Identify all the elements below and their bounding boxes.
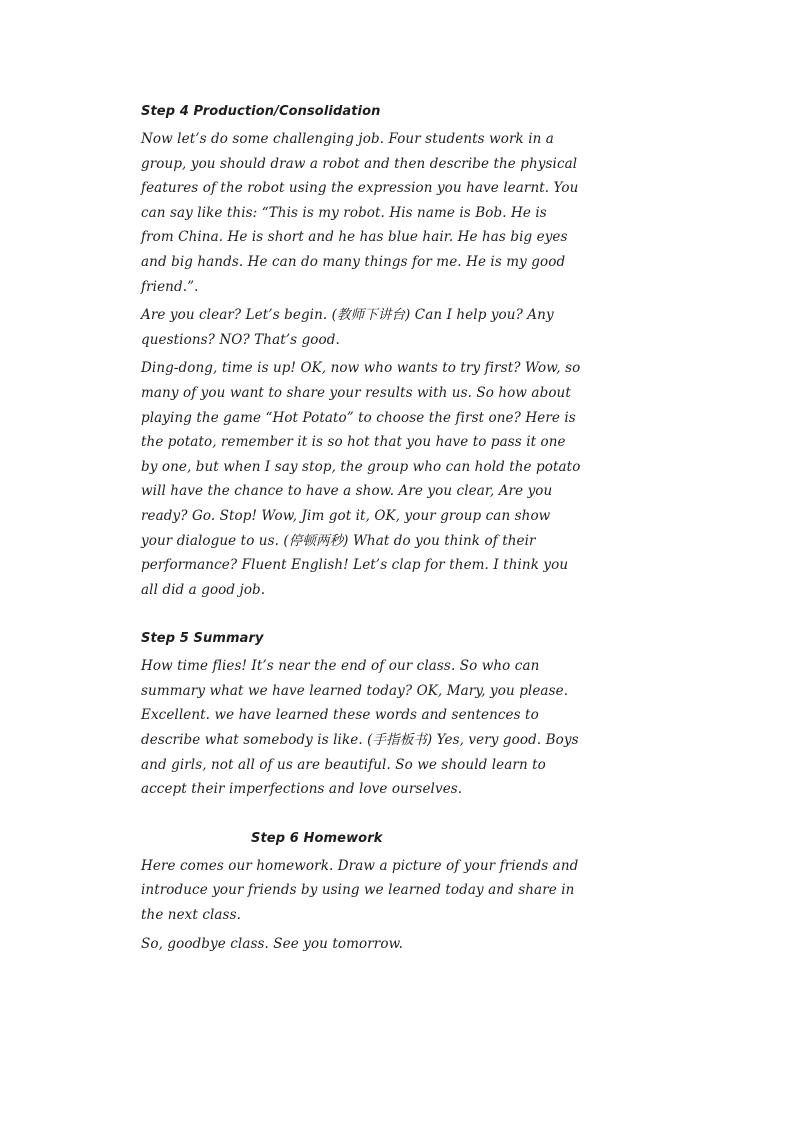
step4-paragraph-1: Now let’s do some challenging job. Four students work in a group, you should draw a robot and then describe the physical features of the robot using the expression you have learnt. You can say like this: “This is my robot. His name is Bob. He is from China. He is short and he has blue hair. He has big eyes and big hands. He can do many things for me. He is my good friend.”. bbox=[141, 131, 579, 295]
step6-heading: Step 6 Homework bbox=[251, 830, 383, 846]
section-spacer bbox=[141, 806, 581, 827]
step6-paragraph-2: So, goodbye class. See you tomorrow. bbox=[141, 935, 404, 952]
step5-paragraph-1: How time flies! It’s near the end of our class. So who can summary what we have learned today? OK, Mary, you please. Excellent. we have learned these words and sentences to describe what somebody is like. (手指板书) Yes, very good. Boys and girls, not all of us are beautiful. So we should learn to accept their imperfections and love ourselves. bbox=[141, 658, 579, 798]
step6-paragraph-1: Here comes our homework. Draw a picture of your friends and introduce your friends by using we learned today and share in the next class. bbox=[141, 857, 579, 924]
step4-paragraph-3: Ding-dong, time is up! OK, now who wants to try first? Wow, so many of you want to share your results with us. So how about playing the game “Hot Potato” to choose the first one? Here is the potato, remember it is so hot that you have to pass it one by one, but when I say stop, the group who can hold the potato will have the chance to have a show. Are you clear, Are you ready? Go. Stop! Wow, Jim got it, OK, your group can show your dialogue to us. (停顿两秒) What do you think of their performance? Fluent English! Let’s clap for them. I think you all did a good job. bbox=[141, 360, 581, 598]
step4-heading: Step 4 Production/Consolidation bbox=[141, 104, 381, 119]
step5-heading: Step 5 Summary bbox=[141, 631, 264, 647]
step4-paragraph-2: Are you clear? Let’s begin. (教师下讲台) Can I help you? Any questions? NO? That’s good. bbox=[141, 307, 554, 348]
document-body bbox=[141, 100, 581, 960]
section-spacer bbox=[141, 606, 581, 627]
